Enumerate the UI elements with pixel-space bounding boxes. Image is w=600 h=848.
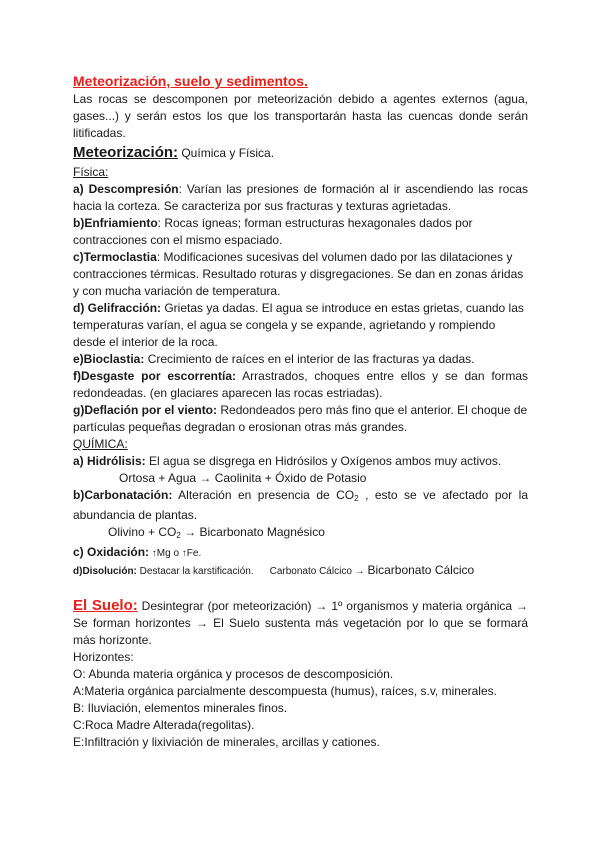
quimica-term: c) Oxidación: (73, 545, 150, 559)
fisica-item-deflacion (73, 402, 528, 436)
suelo-paragraph (73, 597, 528, 649)
quimica-item-oxidacion (73, 544, 528, 562)
quimica-text: Destacar la karstificación. (136, 566, 254, 577)
fisica-item-enfriamiento (73, 215, 528, 249)
fisica-item-bioclastia (73, 351, 528, 368)
horizonte-c: C:Roca Madre Alterada(regolitas). (73, 718, 255, 732)
fisica-term: b)Enfriamiento (73, 216, 158, 230)
fisica-term: d) Gelifracción: (73, 301, 162, 315)
fisica-text: Redondeados pero más fino que el anterior. El choque de partículas pequeñas degradan o erosionan otras más grandes. (73, 403, 528, 434)
fisica-text: Crecimiento de raíces en el interior de las fracturas ya dadas. (144, 352, 475, 366)
horizonte-o: O: Abunda materia orgánica y procesos de descomposición. (73, 667, 394, 681)
intro-paragraph: Las rocas se descomponen por meteorización debido a agentes externos (agua, gases...) y serán estos los que los transportarán hasta las cuencas donde serán litificadas. (73, 92, 528, 140)
quimica-term: a) Hidrólisis: (73, 454, 146, 468)
reaction-text: → Bicarbonato Magnésico (180, 525, 325, 539)
fisica-text: Grietas ya dadas. El agua se introduce en estas grietas, cuando las temperaturas varían, el agua se congela y se expande, agrietando y rompiendo desde el interior de la roca. (73, 301, 524, 349)
carbonatacion-reaction (73, 524, 528, 544)
quimica-item-hidrolisis (73, 453, 528, 470)
disolucion-reaction-left: Carbonato Cálcico → (269, 566, 368, 577)
document-title: Meteorización, suelo y sedimentos. (73, 73, 308, 89)
horizonte-e: E:Infiltración y lixiviación de minerales, arcillas y cationes. (73, 735, 380, 749)
quimica-label: QUÍMICA: (73, 437, 128, 451)
quimica-text: ↑Mg o ↑Fe. (149, 548, 202, 559)
horizontes-label: Horizontes: (73, 650, 134, 664)
subscript: 2 (176, 531, 181, 540)
fisica-term: g)Deflación por el viento: (73, 403, 218, 417)
hidrolisis-reaction: Ortosa + Agua → Caolinita + Óxido de Potasio (119, 471, 367, 485)
quimica-text: Alteración en presencia de CO (172, 488, 355, 502)
suelo-title: El Suelo: (73, 597, 138, 614)
fisica-text: Arrastrados, choques entre ellos y se dan formas redondeadas. (en glaciares aparecen las rocas estriadas). (73, 369, 529, 400)
quimica-text: , esto se ve afectado por la abundancia de plantas. (73, 488, 528, 522)
horizonte-b: B: Iluviación, elementos minerales finos. (73, 701, 288, 715)
fisica-text: : Rocas ígneas; forman estructuras hexagonales dados por contracciones con el mismo espaciado. (73, 216, 473, 247)
document-content (73, 72, 528, 751)
meteorizacion-types: Química y Física. (178, 146, 275, 160)
subscript: 2 (354, 494, 359, 503)
fisica-item-gelifraccion (73, 300, 528, 351)
fisica-item-termoclastia (73, 249, 528, 300)
fisica-text: : Varían las presiones de formación al ir ascendiendo las rocas hacia la corteza. Se caracteriza por sus fracturas y texturas agrietadas. (73, 182, 528, 213)
section-spacer (73, 580, 528, 597)
fisica-term: c)Termoclastia (73, 250, 157, 264)
fisica-item-descompresion (73, 181, 528, 215)
fisica-item-escorrentia (73, 368, 528, 402)
meteorizacion-heading: Meteorización: (73, 144, 179, 161)
disolucion-reaction-right: Bicarbonato Cálcico (367, 563, 475, 577)
quimica-term: b)Carbonatación: (73, 488, 173, 502)
quimica-item-carbonatacion (73, 487, 528, 524)
fisica-term: f)Desgaste por escorrentía: (73, 369, 237, 383)
meteorizacion-heading-line (73, 144, 528, 162)
fisica-label: Física: (73, 165, 109, 179)
fisica-text: : Modificaciones sucesivas del volumen dado por las dilataciones y contracciones térmicas. Resultado roturas y disgregaciones. Se dan en zonas áridas y con mucha variación de temperatura. (73, 250, 524, 298)
quimica-item-disolucion (73, 562, 528, 580)
horizonte-a: A:Materia orgánica parcialmente descompuesta (humus), raíces, s.v, minerales. (73, 684, 497, 698)
suelo-text: Desintegrar (por meteorización) → 1º organismos y materia orgánica → Se forman horizontes → El Suelo sustenta más vegetación por lo que se formará más horizonte. (73, 599, 528, 647)
reaction-text: Olivino + CO (108, 525, 177, 539)
fisica-term: e)Bioclastia: (73, 352, 145, 366)
quimica-text: El agua se disgrega en Hidrósilos y Oxígenos ambos muy activos. (145, 454, 502, 468)
quimica-term: d)Disolución: (73, 566, 137, 577)
fisica-term: a) Descompresión (73, 182, 179, 196)
